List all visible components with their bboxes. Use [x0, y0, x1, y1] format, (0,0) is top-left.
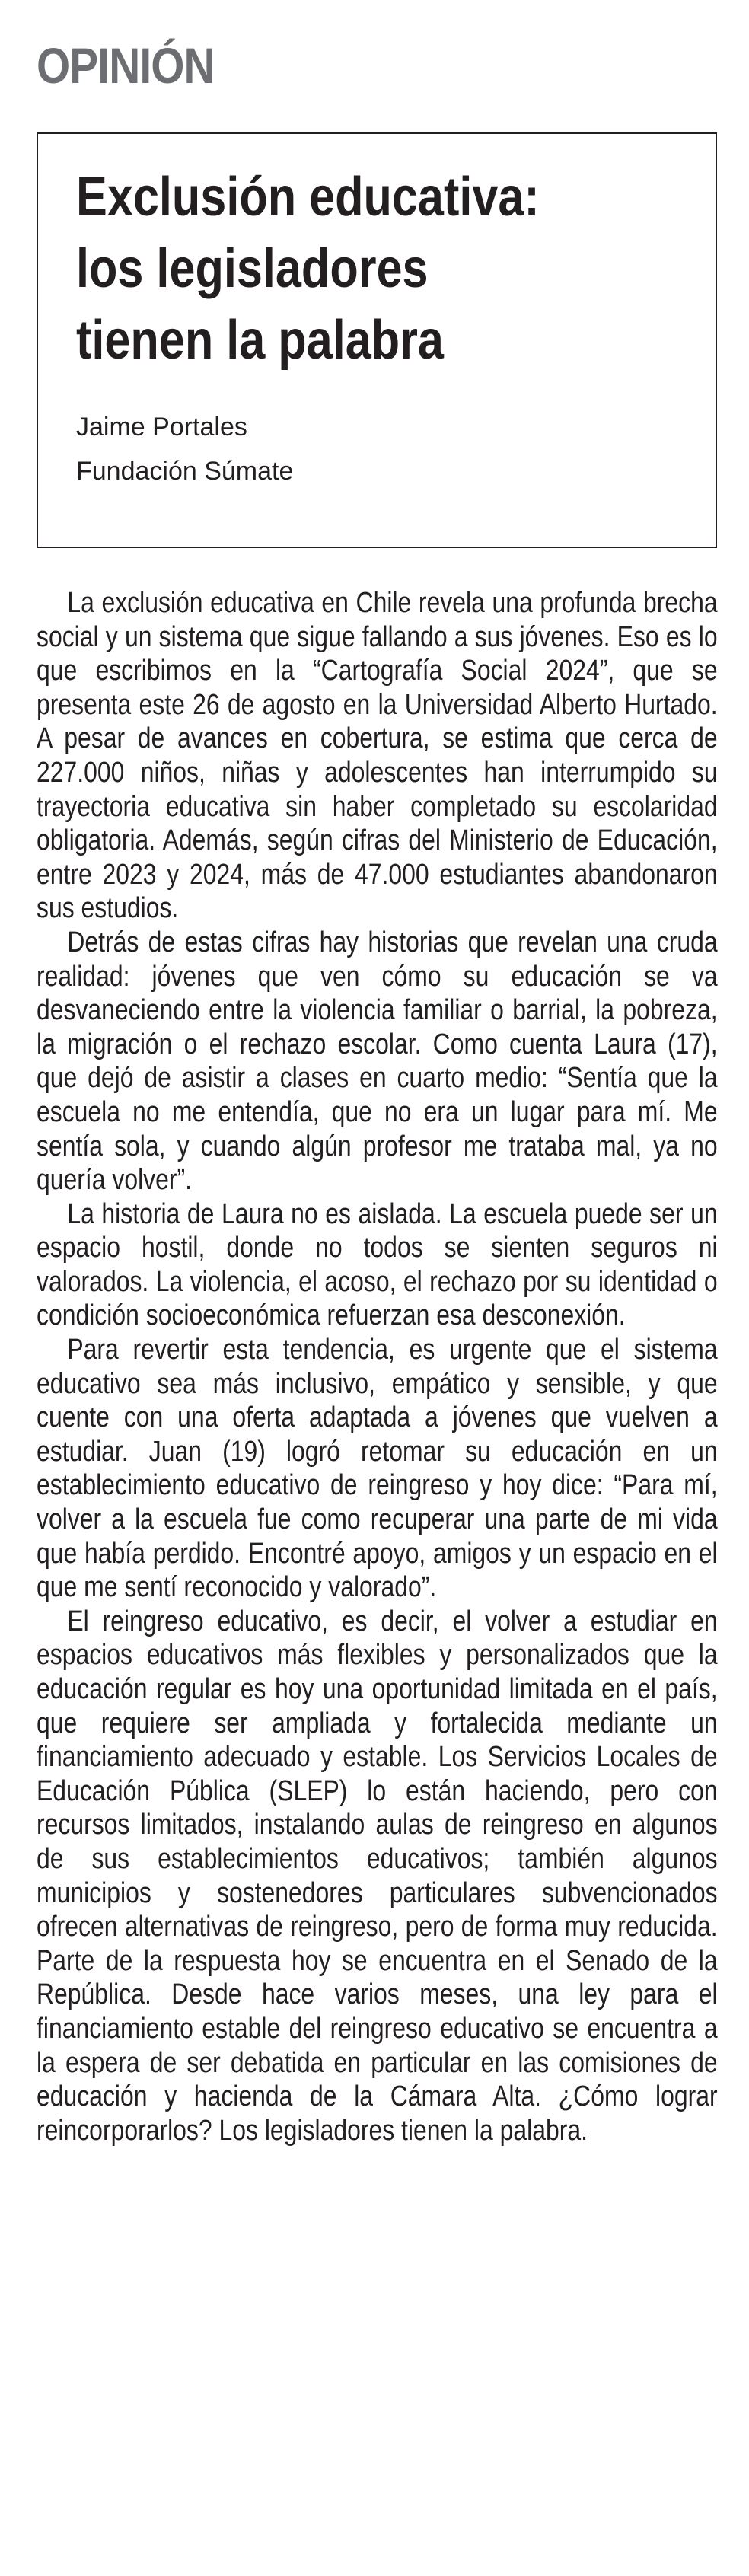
body-paragraph: Para revertir esta tendencia, es urgente que el sistema educativo sea más inclusivo, empático y sensible, y que cuente con una oferta adaptada a jóvenes que vuelven a estudiar. Juan (19) logró retomar su educación en un establecimiento educativo de reingreso y hoy dice: “Para mí, volver a la escuela fue como recuperar una parte de mi vida que había perdido. Encontré apoyo, amigos y un espacio en el que me sentí reconocido y valorado”.	[37, 1334, 718, 1604]
section-label: OPINIÓN	[37, 37, 215, 94]
byline	[76, 405, 293, 493]
headline-box	[37, 132, 717, 548]
body-paragraph: La exclusión educativa en Chile revela una profunda brecha social y un sistema que sigue fallando a sus jóvenes. Eso es lo que escribimos en la “Cartografía Social 2024”, que se presenta este 26 de agosto en la Universidad Alberto Hurtado. A pesar de avances en cobertura, se estima que cerca de 227.000 niños, niñas y adolescentes han interrumpido su trayectoria educativa sin haber completado su escolaridad obligatoria. Además, según cifras del Ministerio de Educación, entre 2023 y 2024, más de 47.000 estudiantes abandonaron sus estudios.	[37, 587, 718, 925]
headline-line: los legisladores	[76, 238, 429, 299]
headline-line: Exclusión educativa:	[76, 167, 540, 228]
body-paragraph: El reingreso educativo, es decir, el volver a estudiar en espacios educativos más flexibles y personalizados que la educación regular es hoy una oportunidad limitada en el país, que requiere ser ampliada y fortalecida mediante un financiamiento adecuado y estable. Los Servicios Locales de Educación Pública (SLEP) lo están haciendo, pero con recursos limitados, instalando aulas de reingreso en algunos de sus establecimientos educativos; también algunos municipios y sostenedores particulares subvencionados ofrecen alternativas de reingreso, pero de forma muy reducida. Parte de la respuesta hoy se encuentra en el Senado de la República. Desde hace varios meses, una ley para el financiamiento estable del reingreso educativo se encuentra a la espera de ser debatida en particular en las comisiones de educación y hacienda de la Cámara Alta. ¿Cómo lograr reincorporarlos? Los legisladores tienen la palabra.	[37, 1605, 718, 2147]
body-paragraph: Detrás de estas cifras hay historias que revelan una cruda realidad: jóvenes que ven cómo su educación se va desvaneciendo entre la violencia familiar o barrial, la pobreza, la migración o el rechazo escolar. Como cuenta Laura (17), que dejó de asistir a clases en cuarto medio: “Sentía que la escuela no me entendía, que no era un lugar para mí. Me sentía sola, y cuando algún profesor me trataba mal, ya no quería volver”.	[37, 926, 718, 1197]
body-paragraph: La historia de Laura no es aislada. La escuela puede ser un espacio hostil, donde no todos se sienten seguros ni valorados. La violencia, el acoso, el rechazo por su identidad o condición socioeconómica refuerzan esa desconexión.	[37, 1197, 718, 1332]
headline-line: tienen la palabra	[76, 310, 444, 371]
article-headline	[76, 161, 540, 376]
author-organization: Fundación Súmate	[76, 457, 294, 486]
article-body	[37, 586, 718, 2147]
author-name: Jaime Portales	[76, 413, 247, 442]
